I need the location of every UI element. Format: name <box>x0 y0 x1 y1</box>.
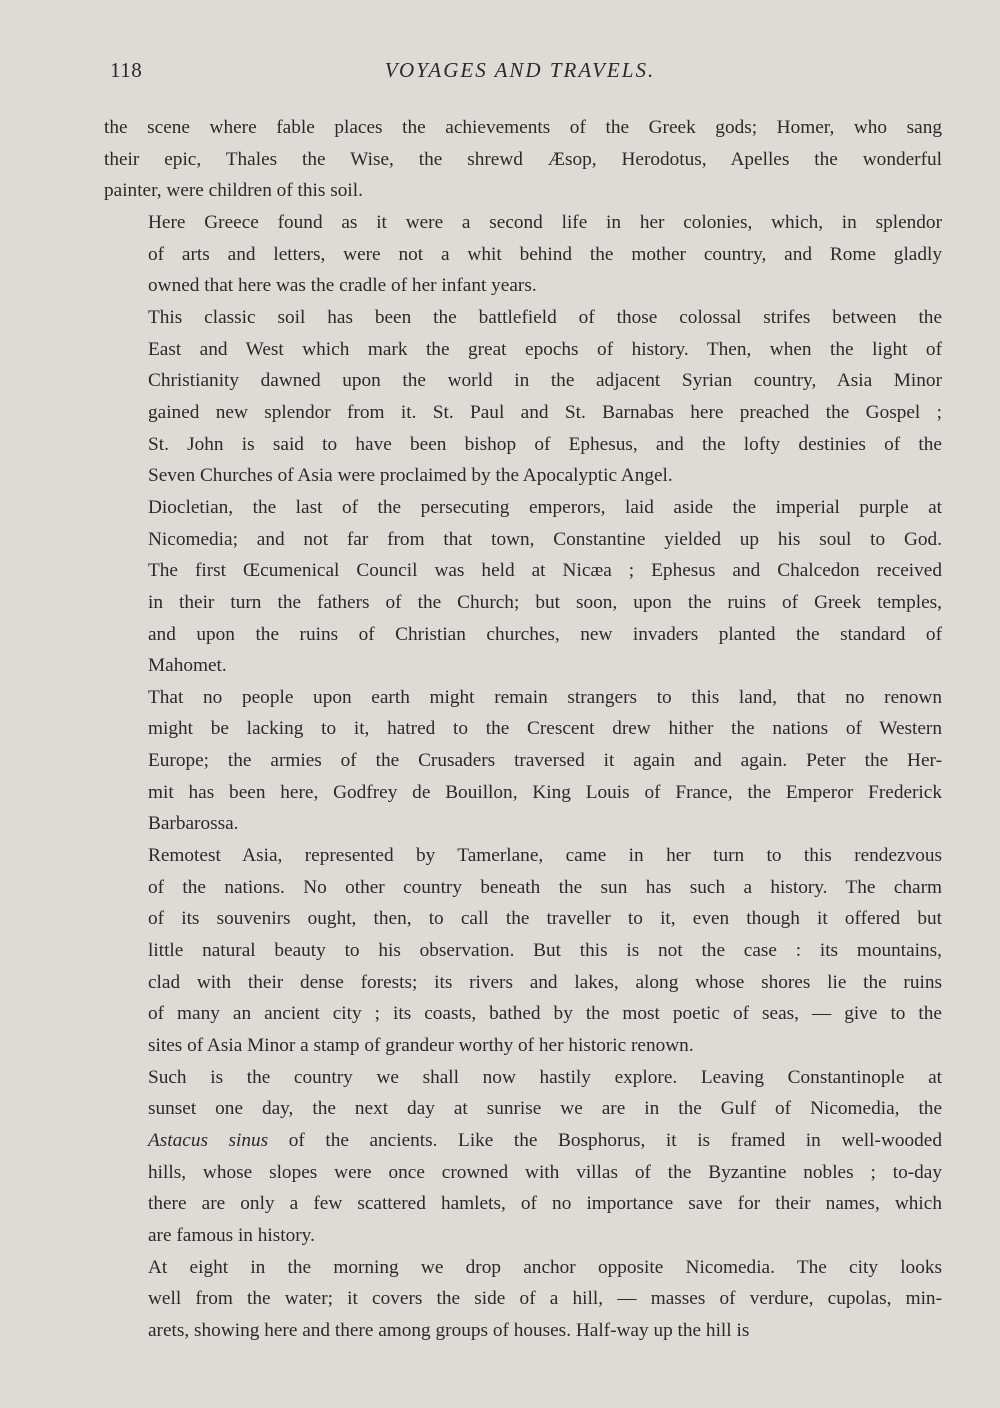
text-line: of arts and letters, were not a whit behind the mother country, and Rome gladly <box>148 243 942 265</box>
text-line: arets, showing here and there among groups of houses. Half-way up the hill is <box>148 1319 750 1341</box>
text-line: might be lacking to it, hatred to the Crescent drew hither the nations of Western <box>148 718 942 740</box>
text-line: there are only a few scattered hamlets, of no importance save for their names, which <box>148 1193 942 1215</box>
running-title: VOYAGES AND TRAVELS. <box>384 58 656 82</box>
paragraph <box>104 302 942 492</box>
text-line: Astacus sinus of the ancients. Like the Bosphorus, it is framed in well-wooded <box>148 1130 942 1151</box>
text-line: and upon the ruins of Christian churches, new invaders planted the standard of <box>148 623 942 645</box>
paragraph <box>104 1062 942 1252</box>
text-line: Here Greece found as it were a second life in her colonies, which, in splendor <box>148 211 942 233</box>
text-line: Nicomedia; and not far from that town, Constantine yielded up his soul to God. <box>148 528 942 550</box>
text-line: Mahomet. <box>148 655 227 677</box>
text-line: East and West which mark the great epochs of history. Then, when the light of <box>148 338 942 360</box>
paragraph <box>104 492 942 682</box>
text-line: of its souvenirs ought, then, to call the traveller to it, even though it offered but <box>148 908 942 930</box>
paragraph <box>104 682 942 840</box>
paragraph <box>104 1252 942 1347</box>
paragraph <box>104 840 942 1062</box>
text-line: in their turn the fathers of the Church; but soon, upon the ruins of Greek temples, <box>148 591 942 613</box>
text-line: St. John is said to have been bishop of Ephesus, and the lofty destinies of the <box>148 433 942 455</box>
text-line: At eight in the morning we drop anchor opposite Nicomedia. The city looks <box>148 1256 942 1278</box>
text-line: well from the water; it covers the side of a hill, — masses of verdure, cupolas, min- <box>148 1288 942 1310</box>
text-line: painter, were children of this soil. <box>104 180 363 202</box>
text-line: mit has been here, Godfrey de Bouillon, King Louis of France, the Emperor Frederick <box>148 781 942 803</box>
page-number: 118 <box>110 58 143 82</box>
text-line: The first Œcumenical Council was held at Nicæa ; Ephesus and Chalcedon received <box>148 560 942 582</box>
body-text <box>104 112 942 1347</box>
text-line: Remotest Asia, represented by Tamerlane, came in her turn to this rendezvous <box>148 845 942 867</box>
text-line: That no people upon earth might remain strangers to this land, that no renown <box>148 686 942 708</box>
page-header <box>0 58 1000 92</box>
text-line: Diocletian, the last of the persecuting emperors, laid aside the imperial purple at <box>148 496 942 518</box>
text-line: sunset one day, the next day at sunrise we are in the Gulf of Nicomedia, the <box>148 1098 942 1120</box>
text-line: the scene where fable places the achievements of the Greek gods; Homer, who sang <box>104 117 942 138</box>
text-line: of many an ancient city ; its coasts, bathed by the most poetic of seas, — give to the <box>148 1003 942 1025</box>
text-line: Christianity dawned upon the world in the adjacent Syrian country, Asia Minor <box>148 370 942 392</box>
text-line: clad with their dense forests; its rivers and lakes, along whose shores lie the ruins <box>148 971 942 993</box>
paragraph <box>104 112 942 207</box>
text-line: owned that here was the cradle of her infant years. <box>148 275 537 297</box>
text-line: Barbarossa. <box>148 813 239 835</box>
text-line: Seven Churches of Asia were proclaimed by the Apocalyptic Angel. <box>148 465 673 487</box>
text-line: Such is the country we shall now hastily explore. Leaving Constantinople at <box>148 1066 942 1088</box>
text-line: gained new splendor from it. St. Paul and St. Barnabas here preached the Gospel ; <box>148 401 942 423</box>
text-line: their epic, Thales the Wise, the shrewd Æsop, Herodotus, Apelles the wonderful <box>104 148 942 170</box>
paragraph <box>104 207 942 302</box>
text-line: This classic soil has been the battlefield of those colossal strifes between the <box>148 306 942 328</box>
text-line: of the nations. No other country beneath the sun has such a history. The charm <box>148 876 942 898</box>
text-line: little natural beauty to his observation. But this is not the case : its mountains, <box>148 940 942 962</box>
text-line: hills, whose slopes were once crowned with villas of the Byzantine nobles ; to-day <box>148 1161 942 1183</box>
text-line: Europe; the armies of the Crusaders traversed it again and again. Peter the Her- <box>148 750 942 772</box>
text-line: sites of Asia Minor a stamp of grandeur worthy of her historic renown. <box>148 1035 694 1057</box>
text-line: are famous in history. <box>148 1224 315 1246</box>
